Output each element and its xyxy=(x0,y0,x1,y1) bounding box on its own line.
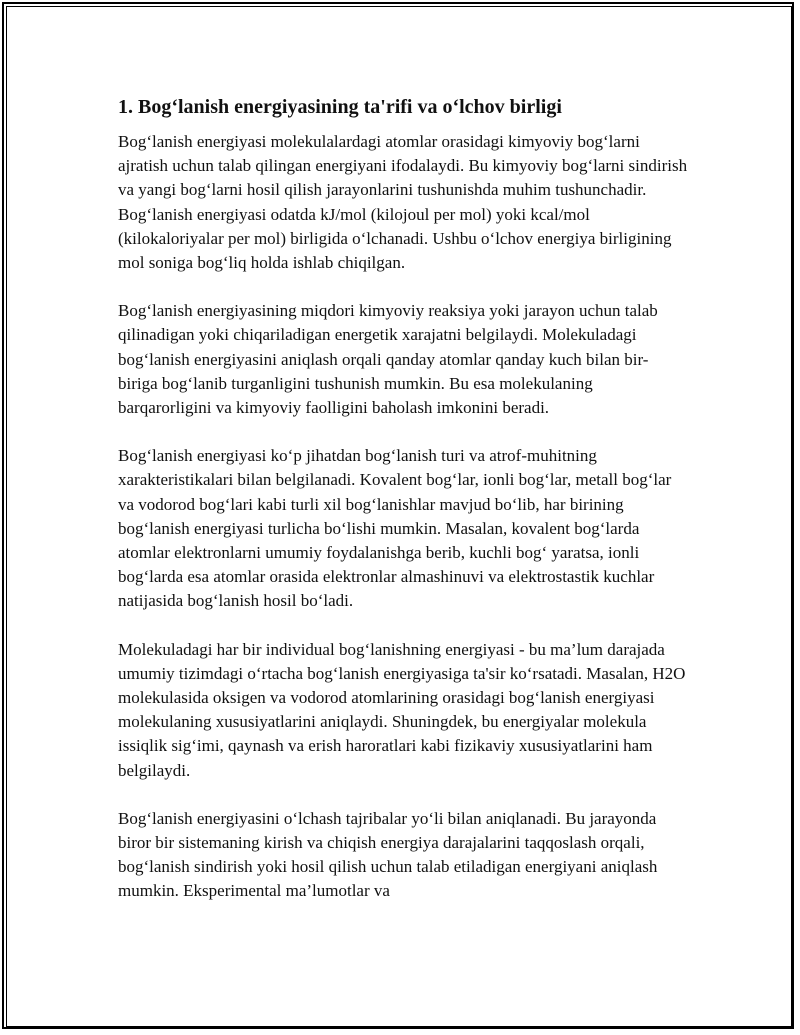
paragraph-5: Bog‘lanish energiyasini o‘lchash tajribalar yo‘li bilan aniqlanadi. Bu jarayonda biror bir sistemaning kirish va chiqish energiya darajalarini taqqoslash orqali, bog‘lanish sindirish yoki hosil qilish uchun talab etiladigan energiyani aniqlash mumkin. Eksperimental ma’lumotlar va xyxy=(118,808,658,901)
paragraph-2: Bog‘lanish energiyasining miqdori kimyoviy reaksiya yoki jarayon uchun talab qilinadigan yoki chiqariladigan energetik xarajatni belgilaydi. Molekuladagi bog‘lanish energiyasini aniqlash orqali qanday atomlar qanday kuch bilan bir-biriga bog‘lanib turganligini tushunish mumkin. Bu esa molekulaning barqarorligini va kimyoviy faolligini baholash imkonini beradi. xyxy=(118,301,658,418)
section-heading: 1. Bog‘lanish energiyasining ta'rifi va o‘lchov birligi xyxy=(118,96,562,118)
paragraph-4: Molekuladagi har bir individual bog‘lanishning energiyasi - bu ma’lum darajada umumiy tizimdagi o‘rtacha bog‘lanish energiyasiga ta'sir ko‘rsatadi. Masalan, H2O molekulasida oksigen va vodorod atomlarining orasidagi bog‘lanish energiyasi molekulaning xususiyatlarini aniqlaydi. Shuningdek, bu energiyalar molekula issiqlik sig‘imi, qaynash va erish haroratlari kabi fizikaviy xususiyatlarini ham belgilaydi. xyxy=(118,639,686,780)
paragraph-3: Bog‘lanish energiyasi ko‘p jihatdan bog‘lanish turi va atrof-muhitning xarakteristikalari bilan belgilanadi. Kovalent bog‘lar, ionli bog‘lar, metall bog‘lar va vodorod bog‘lari kabi turli xil bog‘lanishlar mavjud bo‘lib, har birining bog‘lanish energiyasi turlicha bo‘lishi mumkin. Masalan, kovalent bog‘larda atomlar elektronlarni umumiy foydalanishga berib, kuchli bog‘ yaratsa, ionli bog‘larda esa atomlar orasida elektronlar almashinuvi va elektrostastik kuchlar natijasida bog‘lanish hosil bo‘ladi. xyxy=(118,446,672,611)
document-body xyxy=(118,93,688,928)
paragraph-1: Bog‘lanish energiyasi molekulalardagi atomlar orasidagi kimyoviy bog‘larni ajratish uchun talab qilingan energiyani ifodalaydi. Bu kimyoviy bog‘larni sindirish va yangi bog‘larni hosil qilish jarayonlarini tushunishda muhim tushunchadir. Bog‘lanish energiyasi odatda kJ/mol (kilojoul per mol) yoki kcal/mol (kilokaloriyalar per mol) birligida o‘lchanadi. Ushbu o‘lchov energiya birligining mol soniga bog‘liq holda ishlab chiqilgan. xyxy=(118,132,688,273)
